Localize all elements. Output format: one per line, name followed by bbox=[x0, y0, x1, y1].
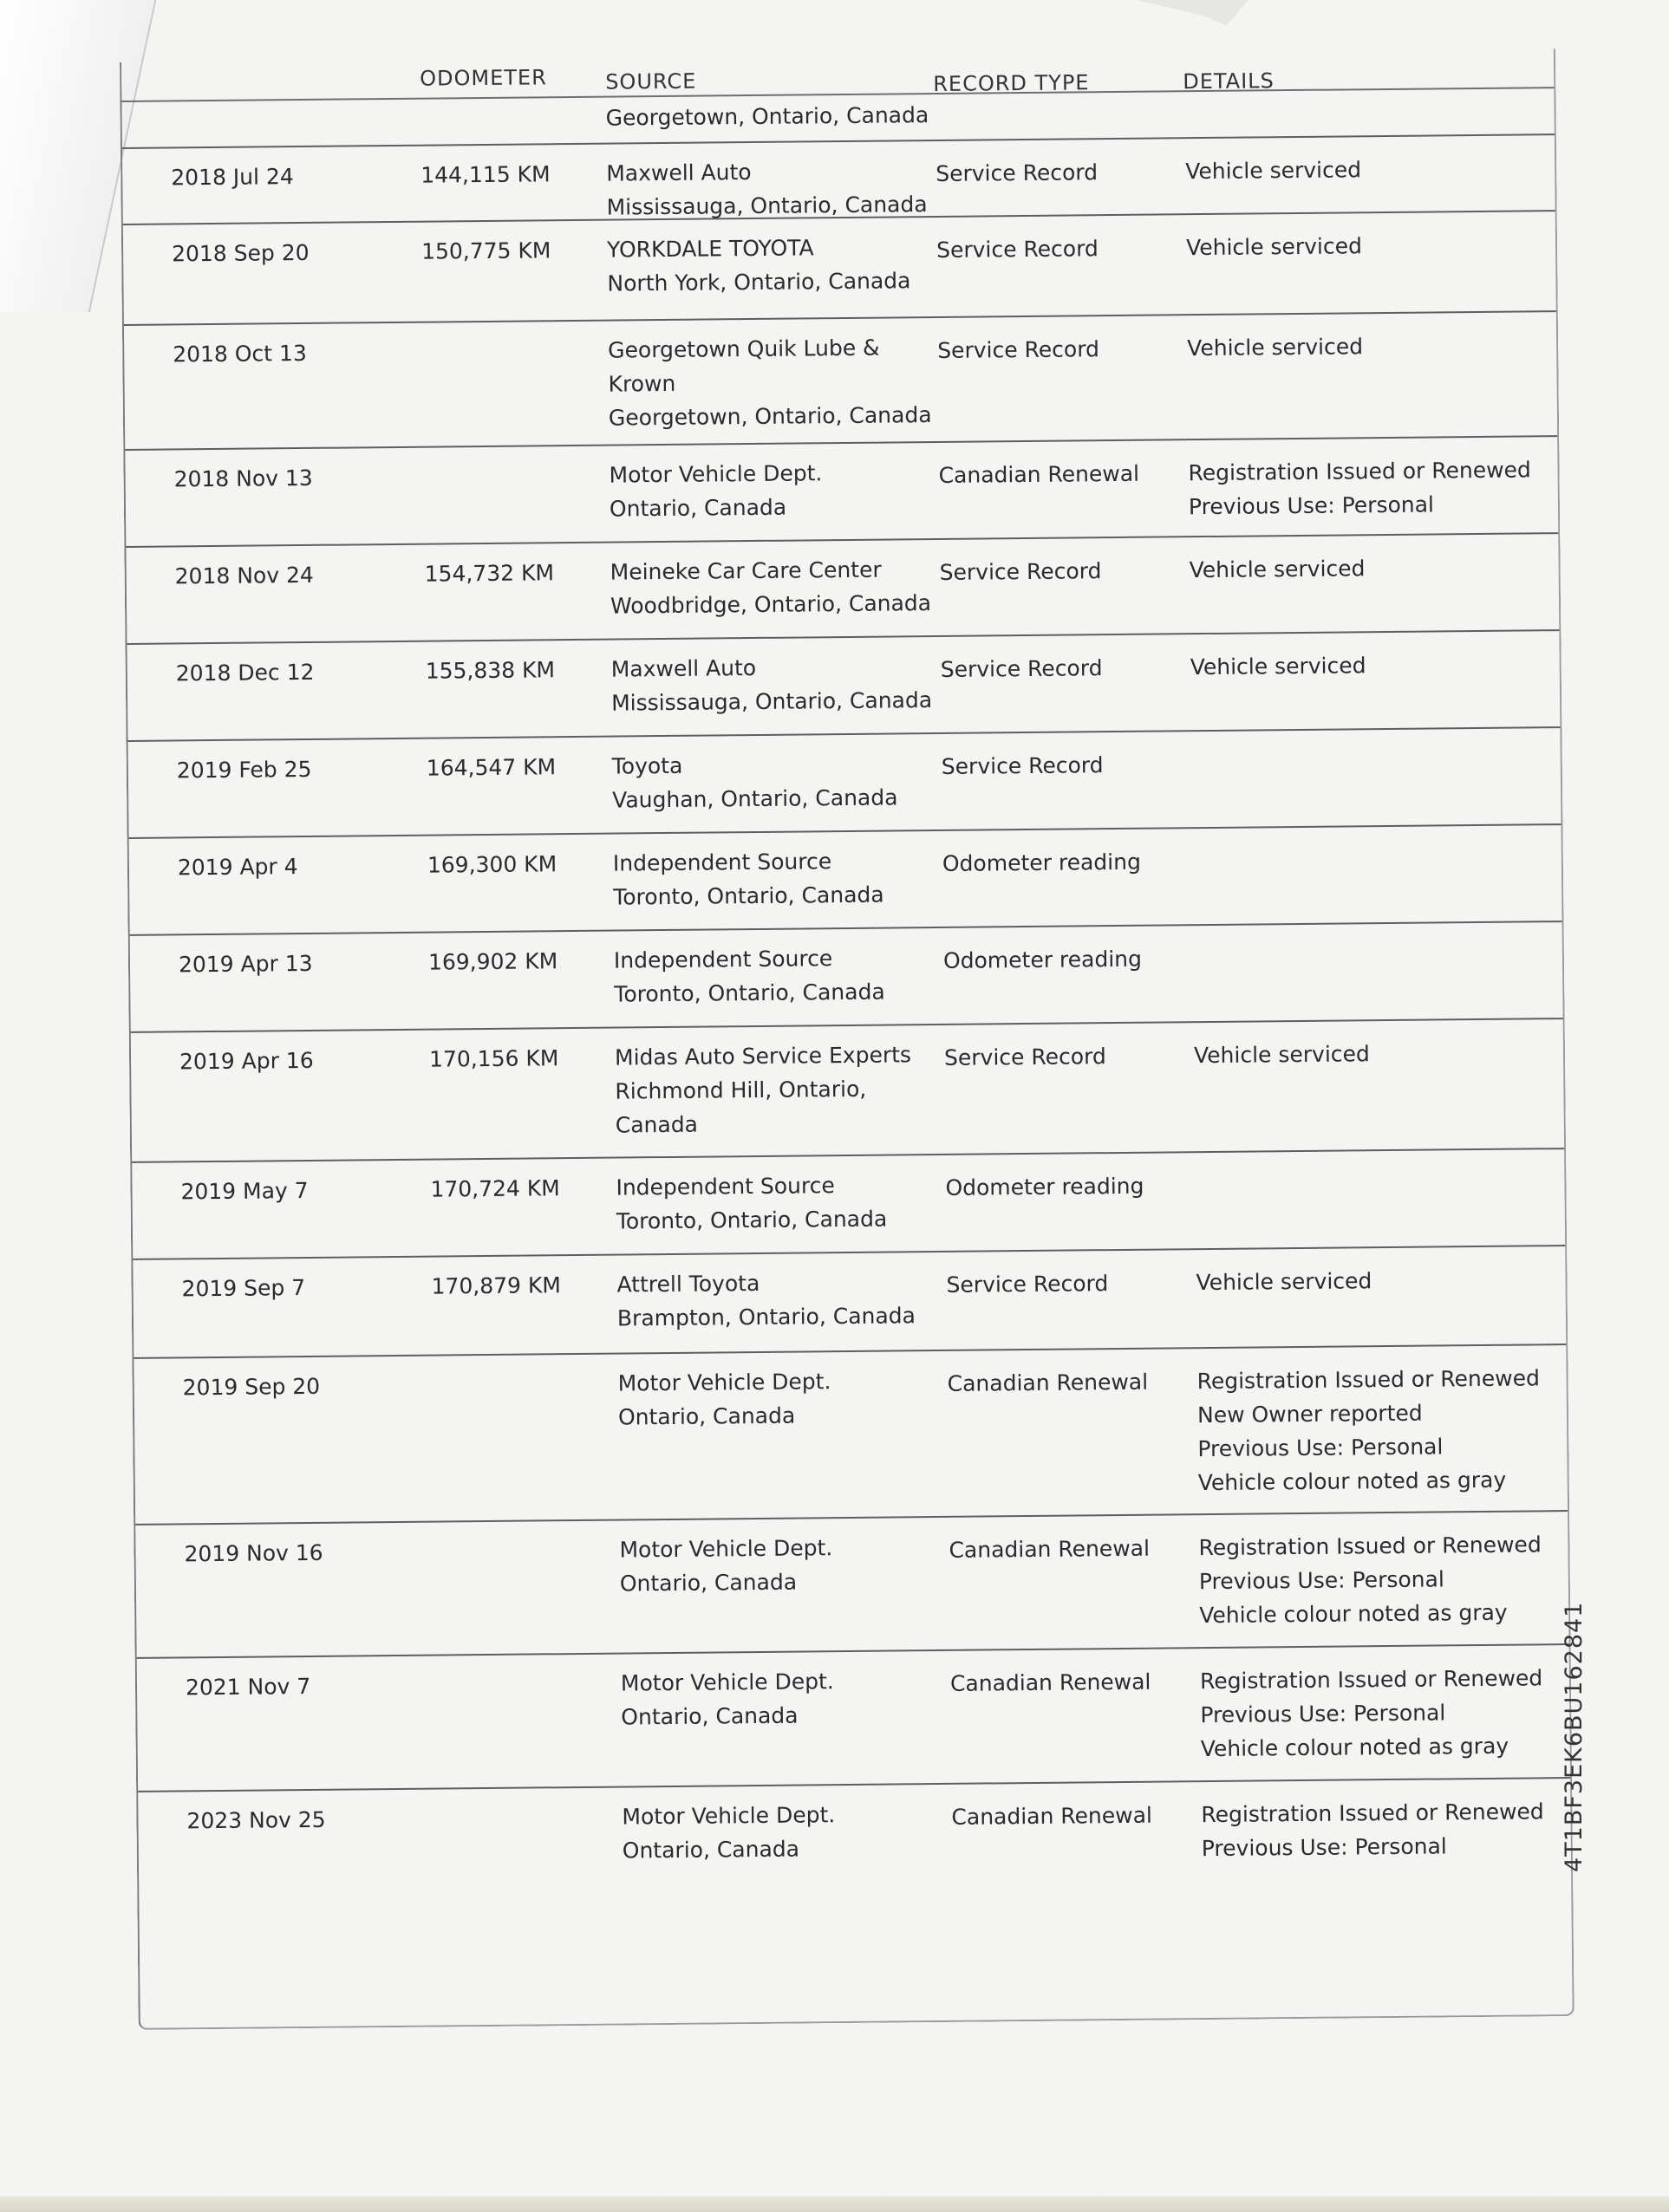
cell-details: Vehicle serviced bbox=[1196, 1268, 1372, 1296]
cell-date: 2019 May 7 bbox=[180, 1177, 309, 1205]
cell-odometer: 164,547 KM bbox=[426, 754, 557, 781]
cell-date: 2018 Oct 13 bbox=[173, 340, 307, 368]
cell-odometer: 150,775 KM bbox=[421, 237, 551, 264]
page-edge bbox=[0, 2196, 1669, 2212]
cell-record-type: Canadian Renewal bbox=[949, 1669, 1151, 1696]
cell-source: Georgetown Quik Lube & Krown Georgetown, Ontario, Canada bbox=[608, 335, 932, 431]
table-row bbox=[128, 726, 1561, 839]
vehicle-history-table bbox=[120, 49, 1574, 2030]
table-row bbox=[134, 1343, 1568, 1526]
cell-source: Toyota Vaughan, Ontario, Canada bbox=[611, 752, 898, 813]
vin-number: 4T1BF3EK6BU162841 bbox=[1561, 1601, 1588, 1872]
cell-date: 2018 Jul 24 bbox=[171, 164, 294, 191]
cell-details: Vehicle serviced bbox=[1189, 556, 1366, 583]
cell-date: 2018 Nov 13 bbox=[173, 465, 313, 492]
cell-date: 2019 Feb 25 bbox=[176, 756, 312, 784]
cell-date: 2018 Dec 12 bbox=[175, 659, 315, 686]
cell-record-type: Service Record bbox=[943, 1044, 1106, 1070]
cell-date: 2019 Sep 7 bbox=[181, 1275, 306, 1302]
cell-odometer: 169,902 KM bbox=[427, 948, 558, 975]
cell-odometer: 170,156 KM bbox=[428, 1045, 559, 1072]
header-source: SOURCE bbox=[605, 68, 697, 94]
cell-odometer: 154,732 KM bbox=[424, 560, 555, 587]
cell-details bbox=[1192, 841, 1556, 844]
table-row bbox=[132, 1148, 1565, 1260]
header-record-type: RECORD TYPE bbox=[933, 70, 1090, 96]
cell-odometer: 169,300 KM bbox=[427, 851, 557, 878]
cell-record-type: Canadian Renewal bbox=[951, 1802, 1153, 1830]
table-row bbox=[126, 532, 1559, 645]
cell-details: Registration Issued or Renewed Previous Use: Personal Vehicle colour noted as gray bbox=[1198, 1532, 1542, 1629]
cell-source: Attrell Toyota Brampton, Ontario, Canada bbox=[616, 1270, 916, 1331]
cell-source: Independent Source Toronto, Ontario, Canada bbox=[613, 946, 885, 1007]
cell-details: Vehicle serviced bbox=[1190, 653, 1366, 680]
cell-date: 2019 Apr 4 bbox=[177, 854, 298, 881]
table-row bbox=[130, 921, 1563, 1033]
cell-date: 2021 Nov 7 bbox=[185, 1673, 311, 1701]
cell-date: 2019 Apr 16 bbox=[179, 1047, 314, 1075]
cell-record-type: Service Record bbox=[936, 236, 1099, 263]
cell-record-type: Service Record bbox=[937, 336, 1100, 363]
cell-record-type: Odometer reading bbox=[942, 946, 1143, 973]
cell-odometer: 170,879 KM bbox=[431, 1272, 562, 1299]
paper-tear bbox=[1136, 0, 1248, 26]
cell-source: Georgetown, Ontario, Canada bbox=[605, 102, 929, 131]
cell-record-type: Canadian Renewal bbox=[938, 460, 1140, 488]
table-row bbox=[127, 629, 1560, 742]
cell-record-type: Service Record bbox=[946, 1271, 1109, 1298]
cell-details: Registration Issued or Renewed Previous Use: Personal bbox=[1201, 1799, 1544, 1862]
header-odometer: ODOMETER bbox=[420, 65, 547, 91]
cell-record-type: Service Record bbox=[941, 752, 1104, 779]
table-row bbox=[131, 1018, 1564, 1163]
cell-details: Registration Issued or Renewed Previous Use: Personal Vehicle colour noted as gray bbox=[1199, 1665, 1543, 1762]
cell-date: 2019 Apr 13 bbox=[178, 950, 313, 978]
cell-record-type: Service Record bbox=[939, 558, 1102, 585]
cell-details: Vehicle serviced bbox=[1187, 334, 1364, 361]
table-row bbox=[123, 210, 1556, 326]
cell-date: 2018 Nov 24 bbox=[174, 562, 314, 589]
cell-source: Independent Source Toronto, Ontario, Canada bbox=[612, 849, 884, 910]
cell-date: 2019 Nov 16 bbox=[184, 1539, 323, 1567]
cell-source: Motor Vehicle Dept. Ontario, Canada bbox=[620, 1669, 834, 1730]
cell-details: Vehicle serviced bbox=[1193, 1041, 1370, 1069]
cell-odometer: 170,724 KM bbox=[430, 1175, 560, 1202]
cell-source: Motor Vehicle Dept. Ontario, Canada bbox=[619, 1535, 833, 1597]
cell-source: Meineke Car Care Center Woodbridge, Ontario, Canada bbox=[610, 556, 932, 619]
table-row bbox=[125, 435, 1558, 548]
cell-odometer: 144,115 KM bbox=[421, 161, 551, 188]
cell-source: Maxwell Auto Mississauga, Ontario, Canada bbox=[610, 654, 933, 716]
cell-record-type: Odometer reading bbox=[942, 849, 1141, 876]
cell-source: Motor Vehicle Dept. Ontario, Canada bbox=[617, 1369, 831, 1430]
cell-details bbox=[1195, 1165, 1559, 1168]
table-row bbox=[129, 823, 1562, 936]
cell-details: Registration Issued or Renewed New Owner reported Previous Use: Personal Vehicle colour noted as gray bbox=[1196, 1365, 1541, 1496]
cell-details bbox=[1191, 744, 1555, 747]
table-row bbox=[135, 1510, 1568, 1659]
cell-source: Midas Auto Service Experts Richmond Hill, Ontario, Canada bbox=[614, 1042, 912, 1138]
cell-details bbox=[1193, 938, 1557, 941]
table-row bbox=[138, 1777, 1571, 1893]
table-row bbox=[124, 310, 1557, 451]
table-row bbox=[137, 1643, 1570, 1792]
cell-odometer: 155,838 KM bbox=[425, 657, 556, 684]
cell-record-type: Odometer reading bbox=[945, 1173, 1144, 1200]
cell-record-type: Service Record bbox=[940, 655, 1103, 682]
table-row bbox=[133, 1245, 1566, 1359]
cell-record-type: Service Record bbox=[936, 159, 1099, 186]
cell-source: Motor Vehicle Dept. Ontario, Canada bbox=[609, 460, 823, 522]
cell-source: Maxwell Auto Mississauga, Ontario, Canada bbox=[606, 159, 928, 220]
cell-record-type: Canadian Renewal bbox=[947, 1369, 1149, 1396]
cell-source: Independent Source Toronto, Ontario, Canada bbox=[616, 1173, 888, 1234]
cell-date: 2023 Nov 25 bbox=[186, 1806, 326, 1834]
cell-date: 2019 Sep 20 bbox=[182, 1373, 321, 1401]
cell-source: Motor Vehicle Dept. Ontario, Canada bbox=[622, 1802, 836, 1864]
cell-details: Vehicle serviced bbox=[1185, 157, 1362, 185]
header-details: DETAILS bbox=[1183, 68, 1275, 94]
cell-date: 2018 Sep 20 bbox=[171, 239, 310, 267]
cell-source: YORKDALE TOYOTA North York, Ontario, Canada bbox=[606, 235, 911, 296]
cell-record-type: Canadian Renewal bbox=[949, 1535, 1151, 1563]
cell-details: Registration Issued or Renewed Previous Use: Personal bbox=[1188, 457, 1531, 520]
cell-details: Vehicle serviced bbox=[1185, 233, 1363, 261]
